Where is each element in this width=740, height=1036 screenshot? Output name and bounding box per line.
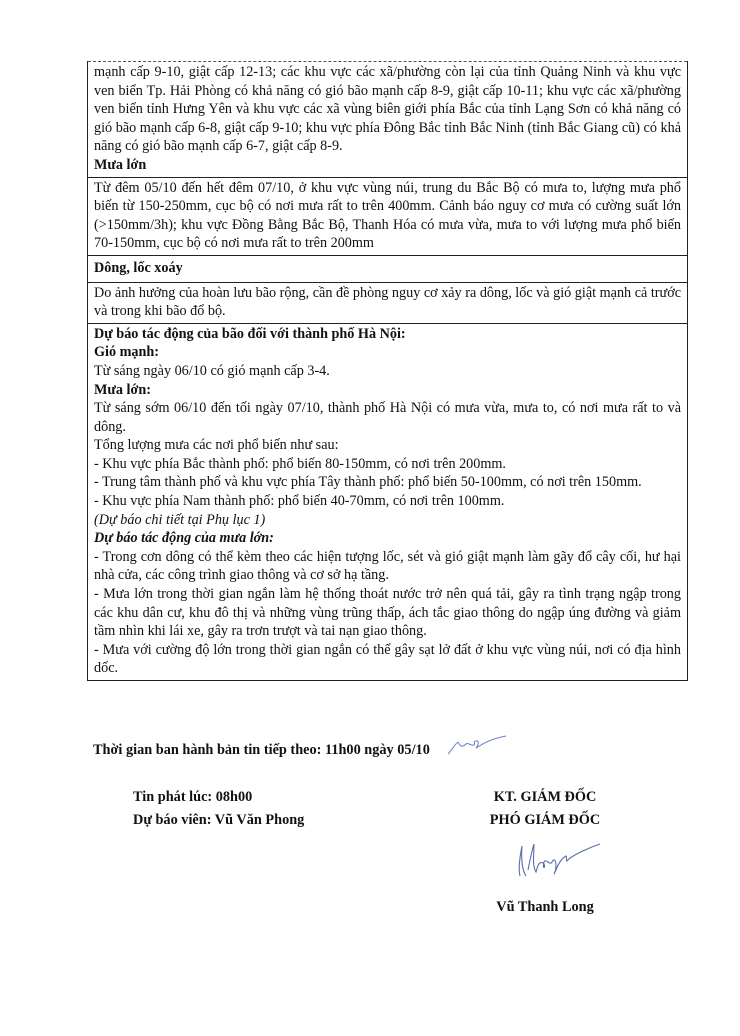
hanoi-total-intro: Tổng lượng mưa các nơi phổ biến như sau: <box>94 437 339 454</box>
hanoi-area-north: - Khu vực phía Bắc thành phố: phổ biến 80-150mm, có nơi trên 200mm. <box>94 455 506 472</box>
signer-name: Vũ Thanh Long <box>496 899 594 915</box>
hanoi-rain-text: Từ sáng sớm 06/10 đến tối ngày 07/10, thành phố Hà Nội có mưa vừa, mưa to, có nơi mưa rất to và dông. <box>94 400 681 435</box>
issued-at: Tin phát lúc: 08h00 <box>133 789 253 805</box>
forecaster: Dự báo viên: Vũ Văn Phong <box>133 812 305 828</box>
sign-title-1: KT. GIÁM ĐỐC <box>493 789 597 805</box>
handwritten-signature <box>512 840 602 880</box>
signature-block <box>470 786 620 832</box>
hanoi-area-south: - Khu vực phía Nam thành phố: phổ biến 40-70mm, có nơi trên 100mm. <box>94 493 505 510</box>
bulletin-table <box>87 61 688 681</box>
row-heavy-rain <box>88 177 688 255</box>
heavy-rain-text: Từ đêm 05/10 đến hết đêm 07/10, ở khu vực vùng núi, trung du Bắc Bộ có mưa to, lượng mưa phổ biến từ 150-250mm, cục bộ có nơi mưa rất to trên 400mm. Cảnh báo nguy cơ mưa có cường suất lớn (>150mm/3h); khu vực Đồng Bằng Bắc Bộ, Thanh Hóa có mưa vừa, mưa to với lượng mưa phổ biến 70-150mm, cục bộ có nơi mưa rất to trên 200mm <box>88 177 688 255</box>
forecast-bulletin-table <box>87 61 688 681</box>
row-thunderstorm-heading <box>88 255 688 282</box>
impact-item: - Mưa lớn trong thời gian ngắn làm hệ thống thoát nước trở nên quá tải, gây ra tình trạng ngập trong các khu dân cư, khu đô thị và những vùng trũng thấp, ách tắc giao thông do ngập úng đường và giảm tầm nhìn khi lái xe, gây ra trơn trượt và tai nạn giao thông. <box>94 586 681 640</box>
impact-item: - Trong cơn dông có thể kèm theo các hiện tượng lốc, sét và gió giật mạnh làm gãy đổ cây cối, hư hại nhà cửa, các công trình giao thông và cơ sở hạ tầng. <box>94 548 681 584</box>
initial-signature <box>446 734 536 756</box>
hanoi-wind-heading: Gió mạnh: <box>94 344 160 361</box>
detail-note: (Dự báo chi tiết tại Phụ lục 1) <box>94 511 266 528</box>
sign-title-2: PHÓ GIÁM ĐỐC <box>489 812 601 828</box>
initial-signature-stroke <box>448 736 506 754</box>
thunderstorm-text: Do ảnh hưởng của hoàn lưu bão rộng, cần đề phòng nguy cơ xảy ra dông, lốc và gió giật mạnh cả trước và trong khi bão đổ bộ. <box>88 282 688 323</box>
hanoi-rain-heading: Mưa lớn: <box>94 381 151 398</box>
next-issue-time: Thời gian ban hành bản tin tiếp theo: 11h00 ngày 05/10 <box>93 742 430 758</box>
thunderstorm-heading: Dông, lốc xoáy <box>88 255 688 282</box>
row-thunderstorm <box>88 282 688 323</box>
heavy-rain-heading: Mưa lớn <box>94 156 147 173</box>
signature-stroke <box>519 844 600 876</box>
hanoi-area-center-west: - Trung tâm thành phố và khu vực phía Tây thành phố: phổ biến 50-100mm, có nơi trên 150mm. <box>94 474 642 491</box>
row-hanoi <box>88 323 688 680</box>
wind-continued-text: mạnh cấp 9-10, giật cấp 12-13; các khu vực các xã/phường còn lại của tỉnh Quảng Ninh và khu vực ven biển Tp. Hải Phòng có khả năng có gió bão mạnh cấp 8-9, giật cấp 10-11; khu vực các xã/phường ven biển tỉnh Hưng Yên và khu vực các xã vùng biên giới phía Bắc của tỉnh Lạng Sơn có khả năng có gió bão mạnh cấp 6-8, giật cấp 9-10; khu vực phía Đông Bắc tỉnh Bắc Ninh (tỉnh Bắc Giang cũ) có khả năng có gió bão mạnh cấp 6-7, giật cấp 8-9. <box>94 64 681 155</box>
hanoi-heading: Dự báo tác động của bão đối với thành phố Hà Nội: <box>94 325 406 342</box>
issue-info <box>133 786 304 832</box>
row-wind-continued <box>88 62 688 178</box>
hanoi-wind-text: Từ sáng ngày 06/10 có gió mạnh cấp 3-4. <box>94 362 330 379</box>
impact-item: - Mưa với cường độ lớn trong thời gian ngắn có thể gây sạt lở đất ở khu vực vùng núi, nơi có địa hình dốc. <box>94 641 681 677</box>
impact-heading: Dự báo tác động của mưa lớn: <box>94 530 274 547</box>
